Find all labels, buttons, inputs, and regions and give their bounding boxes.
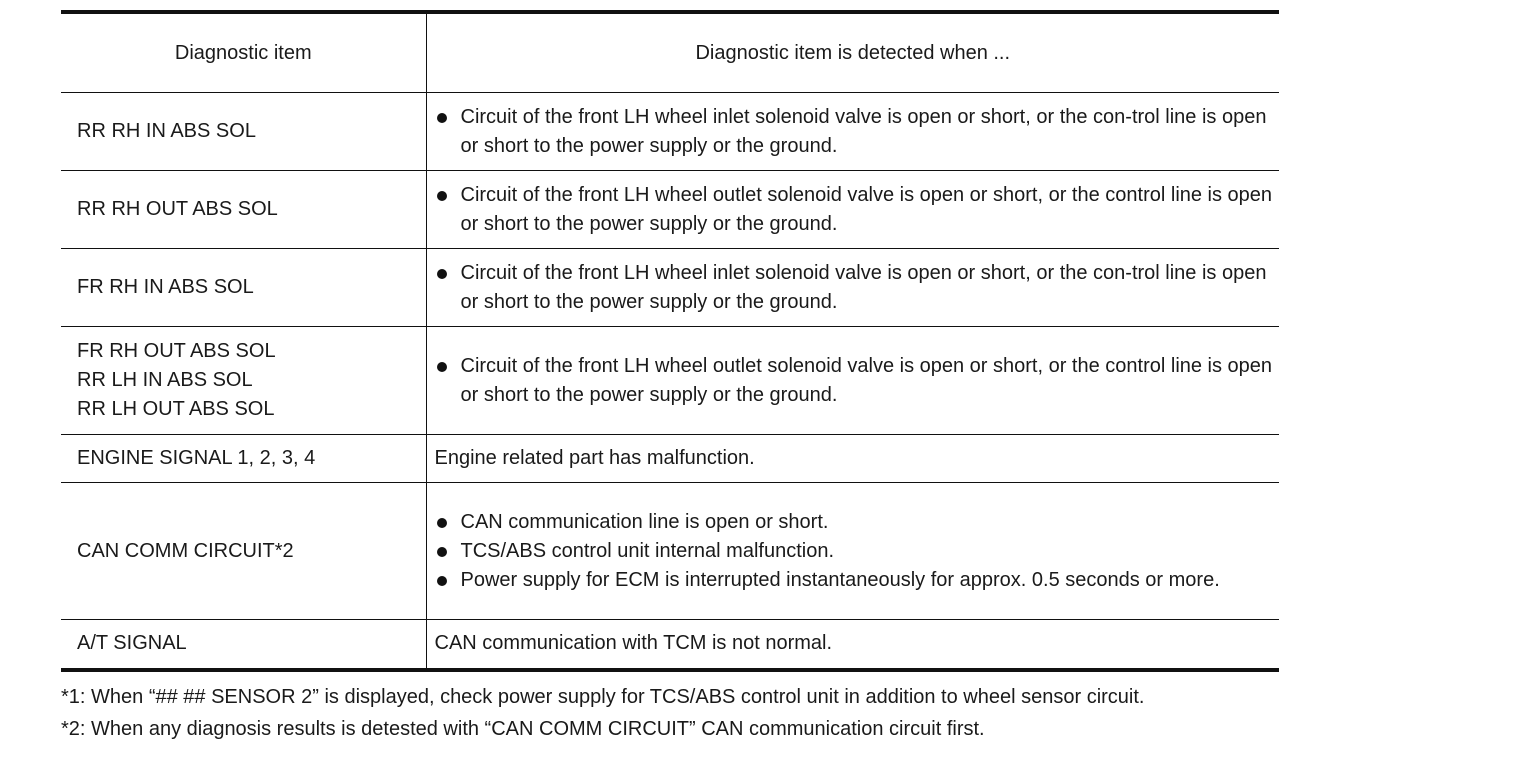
bullet-dot-icon: [437, 576, 447, 586]
detection-condition-cell: [426, 620, 1279, 670]
diagnostic-table-container: [61, 10, 1279, 672]
bullet-dot-icon: [437, 518, 447, 528]
diagnostic-item-label: CAN COMM CIRCUIT*2: [77, 539, 294, 562]
condition-bullet: Circuit of the front LH wheel outlet solenoid valve is open or short, or the control line is open or short to the power supply or the ground.: [435, 352, 1274, 410]
bullet-dot-icon: [437, 269, 447, 279]
table-row: [61, 327, 1279, 435]
diagnostic-item-cell: [61, 620, 426, 670]
diagnostic-item-cell: [61, 93, 426, 171]
condition-list: [435, 103, 1274, 161]
condition-bullet: Circuit of the front LH wheel inlet solenoid valve is open or short, or the con-trol line is open or short to the power supply or the ground.: [435, 259, 1274, 317]
condition-list: [435, 508, 1274, 595]
condition-text: CAN communication with TCM is not normal.: [434, 632, 833, 655]
diagnostic-item-cell: [61, 171, 426, 249]
detection-condition-cell: [426, 435, 1279, 483]
table-row: [61, 483, 1279, 620]
detection-condition-cell: [426, 483, 1279, 620]
column-header-item: Diagnostic item: [61, 12, 426, 93]
column-header-detected-when: Diagnostic item is detected when ...: [695, 41, 1011, 64]
bullet-dot-icon: [437, 191, 447, 201]
footnotes: [61, 681, 1501, 745]
condition-bullet: CAN communication line is open or short.: [435, 508, 1274, 537]
footnote: *2: When any diagnosis results is detested with “CAN COMM CIRCUIT” CAN communication circuit first.: [61, 718, 985, 740]
diagnostic-item-cell: [61, 327, 426, 435]
detection-condition-cell: [426, 327, 1279, 435]
detection-condition-cell: [426, 93, 1279, 171]
diagnostic-item-label: RR LH IN ABS SOL: [77, 369, 253, 391]
table-row: [61, 435, 1279, 483]
table-header-row: [61, 12, 1279, 93]
condition-text: Engine related part has malfunction.: [434, 447, 755, 469]
bullet-dot-icon: [437, 113, 447, 123]
diagnostic-item-cell: [61, 249, 426, 327]
diagnostic-item-label: RR RH OUT ABS SOL: [77, 198, 278, 220]
condition-bullet: Circuit of the front LH wheel outlet solenoid valve is open or short, or the control line is open or short to the power supply or the ground.: [435, 181, 1274, 239]
table-row: [61, 249, 1279, 327]
diagnostic-item-label: RR RH IN ABS SOL: [77, 120, 256, 142]
diagnostic-table: [61, 10, 1279, 672]
diagnostic-item-label: ENGINE SIGNAL 1, 2, 3, 4: [77, 447, 316, 469]
diagnostic-item-cell: [61, 435, 426, 483]
table-row: [61, 171, 1279, 249]
condition-bullet: TCS/ABS control unit internal malfunction.: [435, 537, 1274, 566]
bullet-dot-icon: [437, 362, 447, 372]
table-row: [61, 620, 1279, 670]
diagnostic-item-label: FR RH OUT ABS SOL: [77, 340, 276, 362]
diagnostic-item-cell: [61, 483, 426, 620]
footnote: *1: When “## ## SENSOR 2” is displayed, check power supply for TCS/ABS control unit in addition to wheel sensor circuit.: [61, 686, 1145, 708]
condition-list: [435, 259, 1274, 317]
detection-condition-cell: [426, 249, 1279, 327]
detection-condition-cell: [426, 171, 1279, 249]
condition-list: [435, 181, 1274, 239]
condition-bullet: Power supply for ECM is interrupted instantaneously for approx. 0.5 seconds or more.: [435, 566, 1274, 595]
table-row: [61, 93, 1279, 171]
diagnostic-item-label: A/T SIGNAL: [77, 632, 187, 655]
diagnostic-item-label: FR RH IN ABS SOL: [77, 276, 254, 298]
diagnostic-item-label: RR LH OUT ABS SOL: [77, 398, 275, 420]
condition-bullet: Circuit of the front LH wheel inlet solenoid valve is open or short, or the con-trol line is open or short to the power supply or the ground.: [435, 103, 1274, 161]
bullet-dot-icon: [437, 547, 447, 557]
condition-list: [435, 352, 1274, 410]
